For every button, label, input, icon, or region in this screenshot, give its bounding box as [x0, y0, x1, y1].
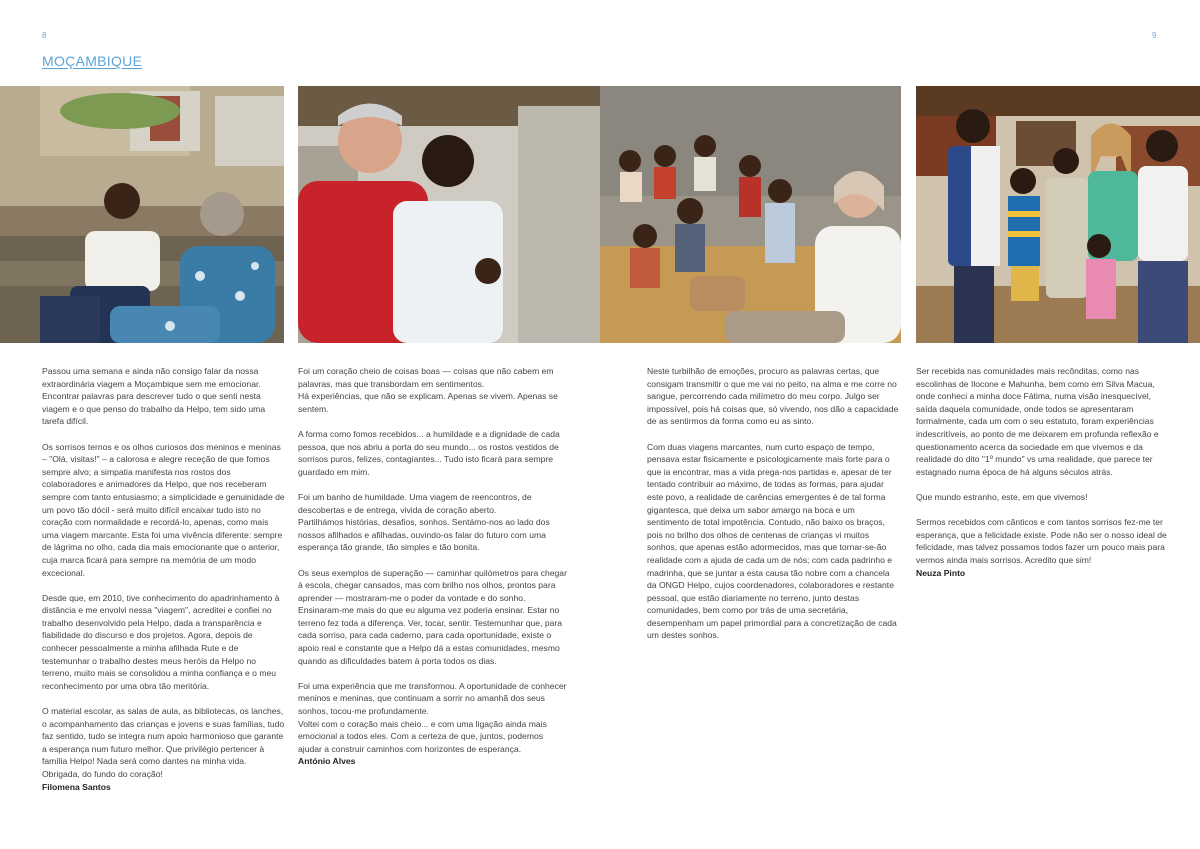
text-column-2	[298, 365, 568, 768]
paragraph: A forma como fomos recebidos... a humildade e a dignidade de cada pessoa, que nos abriu a porta do seu mundo... os rostos vestidos de sorrisos puros, felizes, contagiantes... Tudo isto ficará para sempre guardado em mim.	[298, 428, 560, 477]
paragraph: Passou uma semana e ainda não consigo falar da nossa extraordinária viagem a Moçambique sem me emocionar. Encontrar palavras para descrever tudo o que senti nesta viagem e o que penso do trabalho da Helpo, tem sido uma tarefa difícil.	[42, 366, 266, 427]
text-column-3	[647, 365, 899, 642]
paragraph: Os sorrisos ternos e os olhos curiosos dos meninos e meninas – "Olá, visitas!" – a calorosa e alegre receção de que fomos sempre alvo; a simpatia manifesta nos rostos dos colaboradores e animadores da Helpo, que nos receberam sempre com tanto entusiasmo; a simplicidade e genuinidade de um povo tão dócil - será muito difícil encaixar tudo isto no coração com normalidade e recordá-lo, apenas, como mais uma viagem marcante. Esta foi uma vivência diferente: sempre de lágrima no olho, cada dia mais emocionante que o anterior, cuja marca ficará para sempre na memória de um modo excecional.	[42, 441, 285, 578]
paragraph: Foi um banho de humildade. Uma viagem de reencontros, de descobertas e de entrega, vivida de coração aberto. Partilhámos histórias, desafios, sonhos. Sentámo-nos ao lado dos nossos afilhados e afilhadas, ouvindo-os falar do futuro com uma esperança tão grande, tão simples e tão bonita.	[298, 491, 550, 553]
paragraph: Com duas viagens marcantes, num curto espaço de tempo, pensava estar fisicamente e psicologicamente mais forte para o que ia encontrar, mas a vida prega-nos partidas e, apesar de ter tentado contribuir ao máximo, de todas as formas, para ajudar este povo, a realidade de carências emergentes é de tal forma gigantesca, que deixa um sabor amargo na boca e um sentimento de total impotência. Contudo, não baixo os braços, pois no brilho dos olhos de centenas de crianças vi muitos sonhos, que apenas estão adormecidos, mas que tornar-se-ão realidade com a ajuda de cada um de nós; com cada padrinho e madrinha, que se juntar a esta causa tão nobre com a chancela da ONGD Helpo, cujos coordenadores, colaboradores e restante pessoal, que estão diariamente no terreno, junto destas comunidades, bem como por trás de uma secretária, desempenham um papel primordial para a concretização de cada um destes sonhos.	[647, 441, 897, 641]
section-title: MOÇAMBIQUE	[42, 53, 143, 69]
paragraph: Ser recebida nas comunidades mais recônditas, como nas escolinhas de Ilocone e Mahunha, bem como em Silva Macua, onde conheci a minha doce Fátima, numa visão inesquecível, saída daquela comunidade, onde todos se apresentaram formalmente, cada um com o seu estatuto, foram experiências indescritíveis, ao ponto de me deixarem em profunda reflexão e questionamento acerca da sociedade em que vivemos e da realidade do dito "1º mundo" vs uma realidade, que parece ter estagnado numa época de há alguns séculos atrás.	[916, 366, 1159, 477]
photo-group-classroom	[916, 86, 1200, 343]
photo-man-thumbs-up	[298, 86, 600, 343]
signature: Filomena Santos	[42, 781, 111, 792]
text-column-4	[916, 365, 1172, 579]
text-column-1	[42, 365, 285, 793]
photo-children-woman	[600, 86, 901, 343]
paragraph: Desde que, em 2010, tive conhecimento do apadrinhamento à distância e me envolvi nessa "viagem", acreditei e confiei no trabalho desenvolvido pela Helpo, dada a transparência e fiabilidade do discurso e dos projetos. Agora, depois de conhecer pessoalmente a minha afilhada Rute e de testemunhar o trabalho destes meus heróis da Helpo no terreno, muito mais se consolidou a minha confiança e o meu reconhecimento por uma obra tão meritória.	[42, 592, 280, 691]
page-number-left: 8	[42, 31, 47, 40]
paragraph: Que mundo estranho, este, em que vivemos!	[916, 491, 1088, 502]
signature: António Alves	[298, 756, 356, 767]
signature: Neuza Pinto	[916, 567, 966, 578]
paragraph: O material escolar, as salas de aula, as bibliotecas, os lanches, o acompanhamento das crianças e jovens e suas famílias, tudo faz sentido, tudo se integra num apoio harmonioso que garante a esperança num futuro melhor. Que privilégio pertencer à família Helpo! Nada será como dantes na minha vida. Obrigada, do fundo do coração!	[42, 706, 285, 779]
paragraph: Foi uma experiência que me transformou. A oportunidade de conhecer meninos e meninas, que continuam a sorrir no amanhã dos seus sonhos, tocou-me profundamente. Voltei com o coração mais cheio... e com uma ligação ainda mais emocional a todos eles. Com a certeza de que, juntos, podemos ajudar a construir caminhos com horizontes de esperança.	[298, 680, 567, 754]
page-number-right: 9	[1152, 31, 1157, 40]
photo-women-seated	[0, 86, 284, 343]
paragraph: Foi um coração cheio de coisas boas — coisas que não cabem em palavras, mas que transbordam em sentimentos. Há experiências, que não se explicam. Apenas se vivem. Apenas se sentem.	[298, 366, 558, 414]
paragraph: Neste turbilhão de emoções, procuro as palavras certas, que consigam transmitir o que me vai no peito, na alma e me corre no sangue, percorrendo cada milímetro do meu corpo. Julgo ser impossível, pois há coisas que, só vivendo, nos dão a capacidade de as sentirmos da forma como eu as sinto.	[647, 366, 899, 427]
paragraph: Os seus exemplos de superação — caminhar quilómetros para chegar à escola, chegar cansados, mas com brilho nos olhos, prontos para aprender — mostraram-me o poder da vontade e do sonho. Ensinaram-me mais do que eu alguma vez poderia ensinar. Estar no terreno fez toda a diferença. Ver, tocar, sentir. Testemunhar que, para cada sorriso, para cada caderno, para cada oportunidade, existe o apoio real e constante que a Helpo dá a estas comunidades, mesmo quando as dificuldades batem à porta todos os dias.	[298, 567, 567, 666]
paragraph: Sermos recebidos com cânticos e com tantos sorrisos fez-me ter esperança, que a felicidade existe. Pode não ser o nosso ideal de felicidade, mas talvez possamos todos fazer um pouco mais para vermos ainda mais sorrisos. Acredito que sim!	[916, 517, 1167, 565]
